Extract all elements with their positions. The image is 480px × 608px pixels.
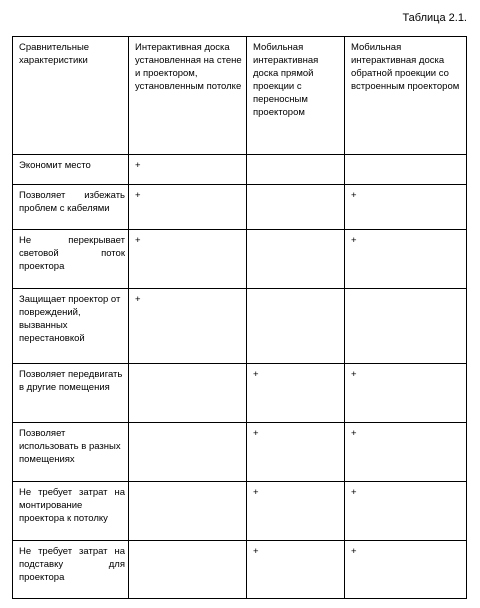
mark-cell: + (129, 230, 247, 289)
mark-cell (129, 541, 247, 599)
header-cell-mobile-front-projection: Мобильная интерактивная доска прямой проекции с переносным проектором (247, 37, 345, 155)
table-caption: Таблица 2.1. (402, 12, 467, 24)
mark-cell (345, 155, 467, 185)
mark-cell (129, 423, 247, 482)
mark-cell: + (247, 482, 345, 541)
row-label: Не требует затрат на подставку для проектора (13, 541, 129, 599)
table-row (13, 230, 467, 289)
mark-cell: + (247, 364, 345, 423)
row-label: Позволяет избежать проблем с кабелями (13, 185, 129, 230)
mark-cell (129, 482, 247, 541)
table-row (13, 155, 467, 185)
mark-cell: + (247, 541, 345, 599)
mark-cell (247, 155, 345, 185)
mark-cell (345, 289, 467, 364)
row-label: Не требует затрат на монтирование проектора к потолку (13, 482, 129, 541)
mark-cell: + (129, 185, 247, 230)
comparison-table (12, 36, 467, 599)
table-row (13, 289, 467, 364)
mark-cell: + (345, 230, 467, 289)
table-row (13, 185, 467, 230)
mark-cell: + (345, 482, 467, 541)
mark-cell: + (345, 541, 467, 599)
mark-cell (129, 364, 247, 423)
table-header-row (13, 37, 467, 155)
table-row (13, 364, 467, 423)
mark-cell: + (129, 155, 247, 185)
mark-cell: + (345, 423, 467, 482)
mark-cell (247, 230, 345, 289)
table-row (13, 423, 467, 482)
row-label: Позволяет передвигать в другие помещения (13, 364, 129, 423)
mark-cell: + (345, 364, 467, 423)
header-cell-mobile-rear-projection: Мобильная интерактивная доска обратной проекции со встроенным проектором (345, 37, 467, 155)
row-label: Защищает проектор от повреждений, вызванных перестановкой (13, 289, 129, 364)
row-label: Экономит место (13, 155, 129, 185)
row-label: Не перекрывает световой поток проектора (13, 230, 129, 289)
header-cell-wall-board: Интерактивная доска установленная на стене и проектором, установленным потолке (129, 37, 247, 155)
mark-cell: + (247, 423, 345, 482)
row-label: Позволяет использовать в разных помещениях (13, 423, 129, 482)
table-row (13, 541, 467, 599)
mark-cell: + (345, 185, 467, 230)
table-row (13, 482, 467, 541)
mark-cell: + (129, 289, 247, 364)
mark-cell (247, 185, 345, 230)
header-cell-characteristics: Сравнительные характеристики (13, 37, 129, 155)
mark-cell (247, 289, 345, 364)
